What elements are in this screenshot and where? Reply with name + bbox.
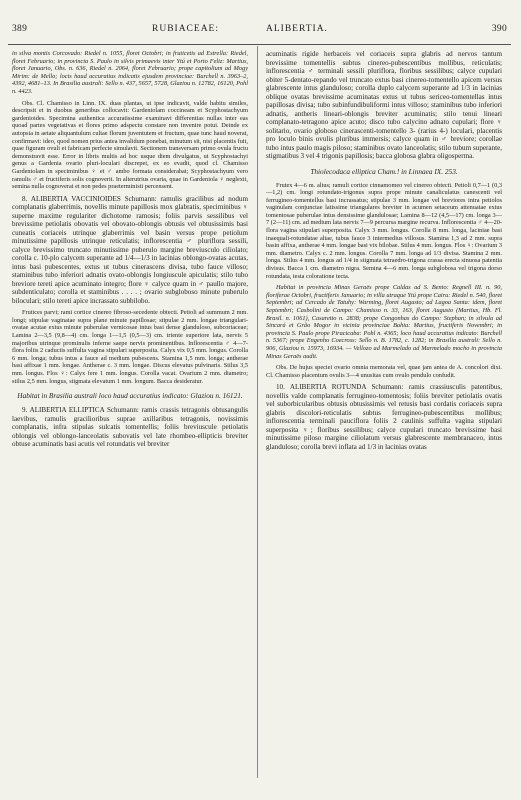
right-running-title: ALIBERTIA. <box>266 24 328 34</box>
locality-paragraph: in silva montis Corcovado: Riedel n. 1055, floret Octobri; in fruticetis ad Estrella: Riedel, floret Februario; in provincia S. Paulo in silvis primaevis inter Ytú et Porto Feliz: Martius, floret Januario, Obs. n. 636, Riedel n. 2064, floret Februario; prope capitolium ad Mogy Mirim: de Mello; locis haud accuratius indicatis ejusdem provinciae: Burchell n. 3963–2, 4392, 4681–13. In Brasilia australi: Sello n. 437, 5657, 5728, Glaziou n. 12782, 16120, Pohl n. 4423. <box>12 50 248 95</box>
observation-paragraph: Obs. Cl. Chamisso in Linn. IX. duas plantas, ut ipse indicavit, valde habitu similes, descripsit et in duobus generibus collocavit: Gardeniolam coccineam et Scyphostachyum gardenioides. Specimina authentica accuratissime examinavi differentias nullas inter eas quoad partes vegetativas et flores primo adspectu constare non invenire potui. Deinde ex autopsia in aetate aliquantulum cultae florum juventutem et fructum, quae tunc haud noverat, confirmavi: ideo, quod nomen prius antea invalidum ponebat, minutum sit, nisi placentis fuit, quae figuram ovuli et fabricam perfecte simulavit. Sectionem transversam primo ovula fructu demonstravit esse. Error in libris multis ad hoc usque diem divulgatus, ut Scyphostachyi genus a Gardenia ovario pluri-loculari discrepet, ex eo evadit, quod cl. Chamisso Gardeniolam in speciminibus ♀ et ♂ ambo formata considerabat; Scyphostachyum vero ramulis ♂ et fructiferis solis cognoverit. In alterutrius ovaria, quae in Gardeniola ♀ neglexit, semina nulla cognoverat et non pedes praeterministi percensent. <box>12 99 248 191</box>
right-column <box>266 50 502 780</box>
left-running-title: RUBIACEAE: <box>152 24 219 34</box>
right-page-number: 390 <box>491 24 507 34</box>
species-8-habitat: Habitat in Brasilia australi loco haud accuratius indicato: Glaziou n. 16121. <box>17 391 243 401</box>
header-rule <box>8 44 511 45</box>
column-divider <box>257 46 258 778</box>
left-column <box>12 50 248 780</box>
running-header <box>12 24 507 44</box>
left-page-number: 389 <box>12 24 28 34</box>
species-8-description: Frutices parvi; rami cortice cinereo fibroso-secedente obtecti. Petioli ad summum 2 mm. longi; stipulae vaginatae supra plane minute papillosae; stipulae 2 mm. longae triangulari-ovatae acutae extus minute puberulae vernicosae intus basi dense glanduloso, subcoriaceae; Lamina 2—3,5 (9,8—4) cm. longa 1—1,5 (0,5—3) cm. triente superiore lata, nervis 5 majoribus utrinque prominulis inferne saepe nervis prominentibus. Inflorescentia ♂ 4—7-flora foliis 2 caduciis suffulta vagina stipulari superposita. Calyx vix 0,5 mm. longus. Corolla 6 mm. longa; tubus intus a fauce ad medium pubescens. Stamina 1,5 mm. longa; antherae basi affixae 1 mm. longae. Antherae c. 3 mm. longae. Discus elevatus pulvinaris. Stilus 3,5 mm. longus. Flos ♀: Calyx fere 1 mm. longus. Corolla vacat. Ovarium 2 mm. diametro; stilus 2,5 mm. longus, stigmata elevatum 1 mm. longum. Bacca desideratur. <box>12 309 248 385</box>
species-9-diagnosis: 9. ALIBERTIA ELLIPTICA Schumann: ramis crassis tetragonis obtusangulis laevibus, ramulis gracilioribus suprae axillaribus tetragonis, novissimis complanatis, infra stipulas sulcatis tomentellis; foliis breviuscule petiolatis oblongis vel oblongo-lanceolatis subovatis vel late rhombeo-ellipticis breviter obtuse acuminatis basi acutis vel rotundatis vel breviter <box>12 406 248 449</box>
species-8-diagnosis: 8. ALIBERTIA VACCINIOIDES Schumann: ramulis gracilibus ad nodum complanatis glaberrimis, novellis minute papillosis mox glabratis, speciminibus ♀ superne maxime regulariter dichotome ramosis; foliis parvis sessilibus vel brevissime petiolatis obovatis vel obovato-oblongis obtusis vel obtusissimis basi cuneatis coriaceis utrinque glaberrimis vel basin versus prope petiolum minutissime papillosis utrinque reticulatis; inflorescentia ♂ pluriflora sessili, calyce brevissimo truncato minutissime puberulo margine breviusculo ciliolato; corolla c. 10-plo calycem superante ad 1/4—1/3 in lacinias oblongo-ovatas acutas, intus basi pubescentes, extus ut tubus cinerascens divisa, tubo fauce villoso; staminibus tubo inferiori adnatis ovato-oblongis longiuscule apiculatis; stilo tubo breviore tereti apice acuminato integro; flore ♀ calyce quam in ♂ paullo majore, subdenticulato; corolla et staminibus . . . . ; ovario subgloboso minute puberulo biloculari; stilo tereti apice incrassato subbilobo. <box>12 194 248 305</box>
species-9-diagnosis-continued: acuminatis rigide herbaceis vel coriaceis supra glabris ad nervos tantum brevissime tomentellis subtus cinereo-pubescentibus mollibus, reticulatis; inflorescentia ♂ terminali sessili pluriflora, floribus sessilibus; calyce cupulari obiter 5-dentato-repando vel truncato extus basi cinereo-tomentello apicem versus glabrescente intus glanduloso; corolla duplo calycem superante ad 1/3 in lacinias oblique ovatas brevissime acuminatas extus ut tubus sericeo-tomentellas intus papillosas divisa; tubo subinfundibuliformi intus villoso; staminibus tubo inferiori adnatis, antheris lineari-oblongis breviter acuminatis; stilo tenui lineari complanato-tetragono apice acuto; disco tubo calycino adnato cupulari; flore ♀ solitario, ovario globoso cinerascenti-tomentello 3- (rarius 4-) loculari, placentis pro loculo binis ovulis pluribus immersis; calyce quam in ♂ breviore; corollae tubo intus paulo magis piloso; staminibus ovato lanceolatis; stilo tubum superante, stigmatibus 3 vel 4 trigonis papillosis; bacca globosa glabra oligosperma. <box>266 50 502 160</box>
species-9-observation: Obs. De hujus speciei ovario omnia memorata vel, quae jam antea de A. concolori dixi. Cl. Chamisso placentum ovulis 3—4 unusitas cum ovulo pendulo confudit. <box>266 364 502 379</box>
species-9-habitat: Habitat in provincia Minas Geraës prope Caldas ad S. Bento: Regnell III. n. 90, floriferae Octobri, fructiferis Januario; in villa utraque Ytú prope Cairu: Riedel n. 540, floret Septembri; ad Cercado de Tatuhy: Warming, floret Augusto; ad Lagoa Santa: idem, floret Septembri; Casbolini de Campo: Chamisso n. 33, 163, floret Augusto (Martius, Hb. Fl. Brasil. n. 1061), Casaretto n. 2838; prope Congonhas do Campo: Stephan; in silvula ad Sincará et Grão Mogor in vicinia provinciae Bahia: Martius, fructiferis Novembri; in provincia S. Paulo prope Piracicaba: Pohl n. 4365; loco haud accuratius indicato: Burchell n. 5367; prope Engenho Coecross: Sello n. B. 1782, c. 1282; in Brasilia australi: Sello n. 906, Glaziou n. 15973, 16934. — Vellozo ad Marmelado ad Marmelado mocho in provincia Minas Geraës audit. <box>266 284 502 360</box>
species-10-diagnosis: 10. ALIBERTIA ROTUNDA Schumann: ramis crassiusculis patentibus, novellis valde complanatis ferrugineo-tomentosis; foliis breviter petiolatis ovatis vel suborbicularibus obtusis obtusissimis vel retusis basi cordatis coriaceis supra glabris discolori-reticulatis subtus ferrugineo-pubescentibus mollibus; inflorescentia terminali pauciflora foliis 2 caulinis suffulta vagina stipulari superposita ♀; floribus sessilibus; calyce cupulari truncato brevissime basi minutissime piloso margine ciliolatum versus glabrescente membranaceo, intus glanduloso; corolla brevi inflata ad 1/3 in lacinias ovatas <box>266 383 502 451</box>
species-9-description: Frutex 4—6 m. altus; ramuli cortice cinnamomeo vel cinereo obtecti. Petioli 0,7—1 (0,3—1,2) cm. longi rotundato-trigonus supra prope minute canaliculatus canescenti vel ferrugineo-tomentellus basi incrassatus; stipulae 3 mm. longae vel breviores intra petiolos vaginulam conjunctae latissime triangulares breviter in acumen setaceum attenuatae extus tomentosae puberulae intus densissime glandulosae; Lamina 8—12 (4,5—17) cm. longa 3—7 (2—11) cm. ad medium lata nervis 7—9 percursa margine recurva. Inflorescentia ♂ 4—20-flora vagina stipulari superposita. Calyx 3 mm. longus. Corolla 8 mm. longa, laciniae basi inaequali-rotundatae altae, tubus fauce 3 intermedius villosus. Stamina 1,3 ad 2 mm. supra basin affixa, antherae 4 mm. longae basi vix bilobae. Stilus 4 mm. longus. Flos ♀: Ovarium 3 mm. diametro. Calyx c. 2 mm. longus. Corolla 7 mm. longa ad 1/3 divisa. Stamina 2 mm. longa. Stilus 4 mm. longus ad 1/4 in stigmata tetraedro-trigona crassa erecta sinuosa patentia divisus. Bacca 1 cm. diametro nigra. Semina 4—6 mm. longa subglobosa vel trigona dorso rotundata, testa coloratione tecta. <box>266 181 502 280</box>
synonym-line: Thiolecodaca elliptica Cham.! in Linnaea IX. 253. <box>310 166 458 176</box>
